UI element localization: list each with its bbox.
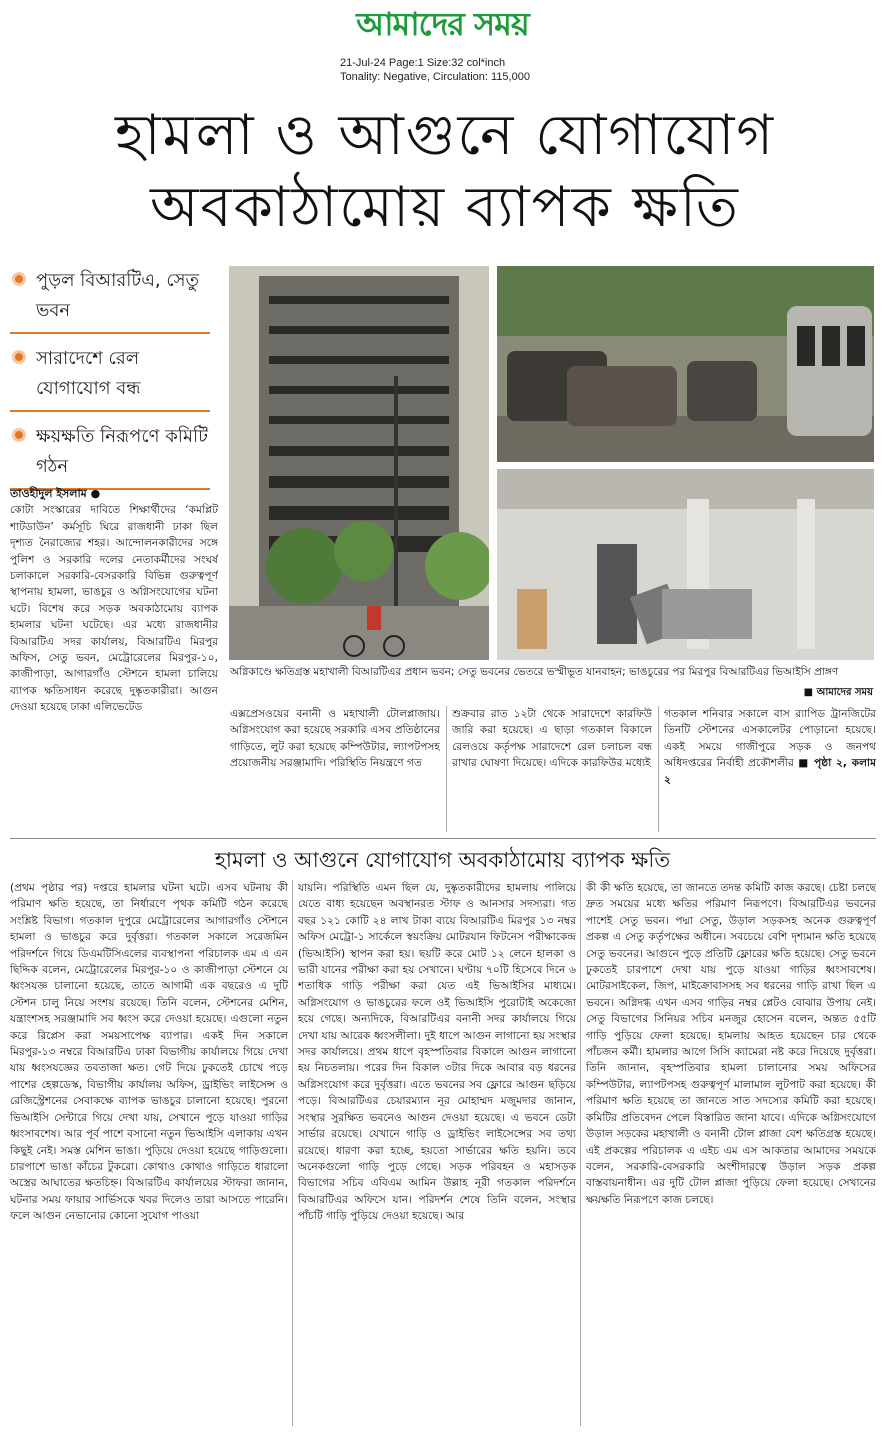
front-column-3 — [452, 706, 652, 834]
front-column-2 — [230, 706, 440, 834]
column-divider — [658, 706, 659, 832]
highlights-box — [10, 262, 210, 496]
section-divider — [10, 838, 876, 839]
highlight-item — [10, 340, 210, 412]
photo-burnt-brta-building — [229, 266, 489, 660]
photo-vandalised-vic — [497, 469, 874, 660]
column-divider — [446, 706, 447, 832]
byline: তাওহীদুল ইসলাম ● — [10, 487, 101, 500]
front-text-4: গতকাল শনিবার সকালে বাস র‌্যাপিড ট্রানজিটের তিনটি স্টেশনের এসকালেটর পোড়ানো হয়েছে। একই সময়ে গাজীপুরে সড়ক ও জনপথ অধিদপ্তরের নির্বাহী প্রকৌশলীর — [664, 708, 876, 770]
headline-line-2: অবকাঠামোয় ব্যাপক ক্ষতি — [150, 175, 740, 240]
column-divider — [580, 880, 581, 1426]
column-divider — [292, 880, 293, 1426]
continuation-column-3 — [586, 880, 876, 1428]
masthead-title: আমাদের সময় — [356, 5, 529, 43]
highlight-text: পুড়ল বিআরটিএ, সেতু ভবন — [36, 270, 200, 321]
continuation-text-3: কী কী ক্ষতি হয়েছে, তা জানতে তদন্ত কমিটি কাজ করছে। চেষ্টা চলছে দ্রুত সময়ের মধ্যে ক্ষতির পরিমাণ নিরূপণে। বিআরটিএর ভবনের পাশেই সেতু ভবন। পদ্মা সেতু, উড়াল সড়কসহ অনেক গুরুত্বপূর্ণ প্রকল্প এ সেতু কর্তৃপক্ষের অধীনে। সবচেয়ে বেশি দৃশ্যমান ক্ষতি হয়েছে সেতু ভবনের। আগুনে পুড়ে প্রতিটি ফ্লোরের ক্ষতি হয়েছে। সেতু ভবনে ঢুকতেই চারপাশে দেখা যায় পুড়ে যাওয়া গাড়ির ধ্বংসাবশেষ। মোটরসাইকেল, জিপ, মাইক্রোবাসসহ সব ধরনের গাড়ি রাখা ছিল এ ভবনে। অগ্নিদগ্ধ এখন এসব গাড়ির নম্বর প্লেটও বোঝার উপায় নেই। সেতু বিভাগের সিনিয়র সচিব মনজুর হোসেন বলেন, অন্তত ৫৫টি গাড়ি পুড়িয়ে ফেলা হয়েছে। হামলায় আহত হয়েছেন চার থেকে পাঁচজন কর্মী। হামলার আগে সিসি ক্যামেরা নষ্ট করে দিয়েছে দুর্বৃত্তরা। তিনি জানান, বৃহস্পতিবার হামলা চালানোর সময় অফিসের কম্পিউটার, ল্যাপটপসহ গুরুত্বপূর্ণ মালামাল লুটপাট করা হয়েছে। কী পরিমাণ ক্ষতি হয়েছে তা জানতে সাত সদস্যের কমিটি করা হয়েছে। কমিটির প্রতিবেদন পেলে বিস্তারিত জানা যাবে। এদিকে অগ্নিসংযোগে উড়াল সড়কের মহাখালী ও বনানী টোল প্লাজা বেশ ক্ষতিগ্রস্ত হয়েছে। এই প্রকল্পের পরিচালক এ এইচ এম এস আকতার আমাদের সময়কে বলেন, সরকারি-বেসরকারি অংশীদারত্বে উড়াল সড়ক প্রকল্প বাস্তবায়নাধীন। এর দুটি টোল প্লাজা পুড়িয়ে ফেলা হয়েছে। সেখানের ক্ষয়ক্ষতি নিরূপণে কাজ চলছে। — [586, 882, 876, 1206]
continuation-text-1: (প্রথম পৃষ্ঠার পর) দপ্তরে হামলার ঘটনা ঘটে। এসব ঘটনায় কী পরিমাণ ক্ষতি হয়েছে, তা নির্ধারণে পৃথক কমিটি গঠন করেছে সংশ্লিষ্ট বিভাগ। গতকাল দুপুরে মেট্রোরেলের আগারগাঁও স্টেশনে হামলা ও ভাঙচুর করে দুর্বৃত্তরা। গতকাল সকালে সরেজমিন পরিদর্শনে গিয়ে ডিএমটিসিএলের ব্যবস্থাপনা পরিচালক এম এ এন ছিদ্দিক বলেন, মেট্রোরেলের মিরপুর-১০ ও কাজীপাড়া স্টেশনে যে ধ্বংসযজ্ঞ চালানো হয়েছে, তাতে আগামী এক বছরেও এ দুটি স্টেশন চালু নিয়ে সংশয় রয়েছে। তিনি বলেন, স্টেশনের মেশিন, যন্ত্রাংশসহ সরঞ্জামাদি সব ধ্বংস করে দেওয়া হয়েছে। এগুলো নতুন করে রিপ্লেস করা সময়সাপেক্ষ ব্যাপার। একই দিন সকালে মিরপুর-১৩ নম্বরে বিআরটিএ ঢাকা বিভাগীয় কার্যালয়ে গিয়ে দেখা যায় ধ্বংসযজ্ঞের তবতাজা ক্ষত। গেট দিয়ে ঢুকতেই চোখে পড়ে পাশের হেল্পডেস্ক, বিভাগীয় কার্যালয় অফিস, ড্রাইভিং লাইসেন্স ও রেজিস্ট্রেশনের সেবাকক্ষে ব্যাপক ভাঙচুর চালানো হয়েছে। পুরনো ভিআইসি সেন্টারে গিয়ে দেখা যায়, সেখানে পুড়ে যাওয়া গাড়ির ধ্বংসাবশেষ। আর পূর্ব পাশে বসানো নতুন ভিআইসি এলাকায় এখন কিছুই নেই। সমস্ত মেশিন ভাঙা। পুড়িয়ে দেওয়া হয়েছে গাড়িগুলো। চারপাশে ভাঙা কাঁচের টুকরো। কোথাও কোথাও গাড়িতে ধারালো অস্ত্রের আঘাতের ক্ষতচিহ্ন। বিআরটিএ কার্যালয়ের স্টাফরা জানান, ঘটনার সময় ফায়ার সার্ভিসকে খবর দিলেও তারা আসতে পারেনি। ফলে আগুন নেভানোর কোনো সুযোগ পাওয়া — [10, 882, 288, 1223]
continuation-text-2: যায়নি। পরিস্থিতি এমন ছিল যে, দুষ্কৃতকারীদের হামলায় পালিয়ে যেতে বাধ্য হয়েছেন অবস্থানরত স্টাফ ও আনসার সদস্যরা। গত বছর ১২১ কোটি ২৪ লাখ টাকা ব্যয়ে বিআরটিএ মিরপুর ১৩ নম্বর অফিস মেট্রো-১ সার্কেলে স্বয়ংক্রিয় মোটরযান ফিটনেস পরীক্ষাকেন্দ্র (ভিআইসি) স্থাপন করা হয়। ছয়টি করে মোট ১২ লেনে হালকা ও ভারী যানের পরীক্ষা করা হয় সেখানে। ঘণ্টায় ৭০টি হিসেবে দিনে ৬ শতাধিক গাড়ি পরীক্ষা করা যেত এই ভিআইসির মাধ্যমে। অগ্নিসংযোগ ও ভাঙচুরের ফলে ওই ভিআইসি পুরোটাই অকেজো হয়ে গেছে। অন্যদিকে, বিআরটিএর বনানী সদর কার্যালয়ে গিয়ে দেখা যায় আরেক ধ্বংসলীলা। দুই ধাপে আগুন লাগানো হয় সংস্থার সদর কার্যালয়ে। প্রথম ধাপে বৃহস্পতিবার বিকালে আগুন লাগানো হয় নিচতলায়। পরের দিন বিকাল ৩টার দিকে আবার বড় ধরনের অগ্নিসংযোগ করে দুর্বৃত্তরা। এতে ভবনের সব ফ্লোরে আগুন ছড়িয়ে পড়ে। বিআরটিএর চেয়ারম্যান নূর মোহাম্মদ মজুমদার জানান, সংস্থার সুরক্ষিত ভবনেও আগুন দেওয়া হয়েছে। এ ভবনে ডেটা সার্ভার রয়েছে। যেখানে গাড়ি ও ড্রাইভিং লাইসেন্সের সব তথ্য রয়েছে। ধারণা করা হচ্ছে, হয়তো সার্ভারের ক্ষতি হয়নি। তবে অনেকগুলো গাড়ি পুড়ে গেছে। সড়ক পরিবহন ও মহাসড়ক বিভাগের সচিব এবিএম আমিন উল্লাহ নূরী গতকাল পরিদর্শনে বিআরটিএর অফিসে যান। পরিদর্শন শেষে তিনি বলেন, সংস্থার পাঁচটি গাড়ি পুড়িয়ে দেওয়া হয়েছে। আর — [298, 882, 576, 1223]
front-text-1: কোটা সংস্কারের দাবিতে শিক্ষার্থীদের ‘কমপ্লিট শাটডাউন’ কর্মসূচি ঘিরে রাজধানী ঢাকা ছিল দৃশ্যত নৈরাজ্যের শহর। আন্দোলনকারীদের সঙ্গে পুলিশ ও সরকারি দলের নেতাকর্মীদের সংঘর্ষ চলাকালে সরকারি-বেসরকারি বিভিন্ন গুরুত্বপূর্ণ স্থাপনায় হামলা, ভাঙচুর ও অগ্নিসংযোগের ঘটনা ঘটে। বিশেষ করে সড়ক অবকাঠামোয় ব্যাপক হামলার ঘটনা ঘটেছে। এর মধ্যে রাজধানীর বিআরটিএ সদর কার্যালয়, বিআরটিএ মিরপুর অফিস, সেতু ভবন, মেট্রোরেলের মিরপুর-১০, কাজীপাড়া, আগারগাঁও স্টেশনে হামলা চালিয়ে ব্যাপক ক্ষতিসাধন করেছে দুষ্কৃতকারীরা। আগুন দেওয়া হয়েছে ঢাকা এলিভেটেড — [10, 504, 218, 714]
continuation-column-2 — [298, 880, 576, 1428]
continued-jump: ■ পৃষ্ঠা ২, কলাম ২ — [664, 757, 876, 786]
front-text-3: শুক্রবার রাত ১২টা থেকে সারাদেশে কারফিউ জারি করা হয়েছে। এ ছাড়া গতকাল বিকালে রেলওয়ে কর্তৃপক্ষ সারাদেশে রেল চলাচল বন্ধ রাখার ঘোষণা দিয়েছে। এদিকে কারফিউর মধ্যেই — [452, 708, 652, 770]
meta-line-date: 21-Jul-24 Page:1 Size:32 col*inch — [340, 57, 506, 69]
front-text-2: এক্সপ্রেসওয়ের বনানী ও মহাখালী টোলপ্লাজায়। অগ্নিসংযোগ করা হয়েছে সরকারি এসব প্রতিষ্ঠানের গাড়িতে, লুট করা হয়েছে কম্পিউটার, ল্যাপটপসহ প্রয়োজনীয় সরঞ্জামাদি। পরিস্থিতি নিয়ন্ত্রণে গত — [230, 708, 440, 770]
clipping-meta — [340, 56, 640, 84]
photo-credit: ■ আমাদের সময় — [803, 687, 873, 698]
masthead-logo — [0, 0, 885, 48]
continuation-column-1 — [10, 880, 288, 1428]
highlight-item — [10, 418, 210, 490]
photo-burnt-vehicles — [497, 266, 874, 462]
meta-line-tonality: Tonality: Negative, Circulation: 115,000 — [340, 71, 530, 83]
headline-line-1: হামলা ও আগুনে যোগাযোগ — [114, 103, 776, 168]
continuation-headline: হামলা ও আগুনে যোগাযোগ অবকাঠামোয় ব্যাপক ক্ষতি — [214, 848, 671, 872]
front-column-1 — [10, 486, 218, 832]
highlight-item — [10, 262, 210, 334]
highlight-text: ক্ষয়ক্ষতি নিরূপণে কমিটি গঠন — [36, 426, 208, 477]
orange-bullet-icon — [12, 350, 26, 364]
orange-bullet-icon — [12, 428, 26, 442]
front-column-4 — [664, 706, 876, 834]
orange-bullet-icon — [12, 272, 26, 286]
highlight-text: সারাদেশে রেল যোগাযোগ বন্ধ — [36, 348, 141, 399]
photo-caption: অগ্নিকাণ্ডে ক্ষতিগ্রস্ত মহাখালী বিআরটিএর প্রধান ভবন; সেতু ভবনের ভেতরে ভস্মীভূত যানবাহন; ভাঙচুরের পর মিরপুর বিআরটিএর ভিআইসি প্রাঙ্গণ — [230, 666, 839, 678]
